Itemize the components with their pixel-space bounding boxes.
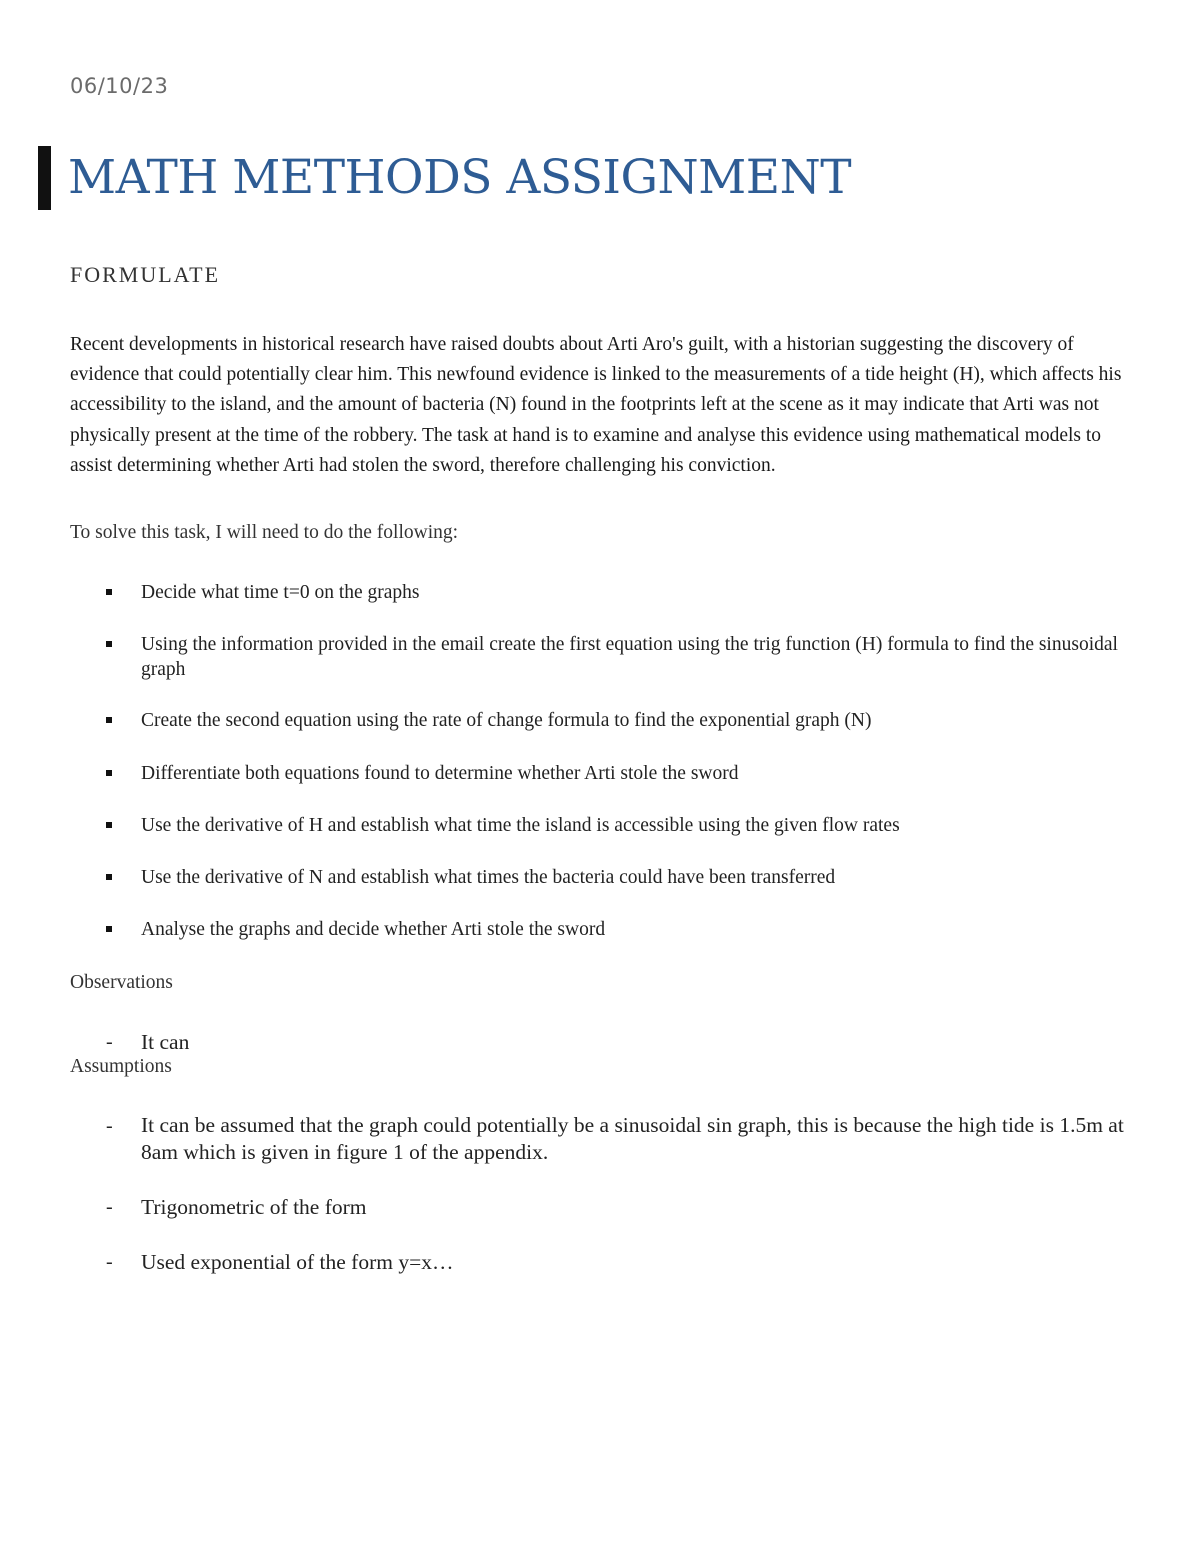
assumptions-label: Assumptions [70,1056,172,1077]
list-item-text: Use the derivative of H and establish what time the island is accessible using the given flow rates [141,815,900,836]
list-item-text: Decide what time t=0 on the graphs [141,582,420,603]
assumption-item: Trigonometric of the form [141,1195,367,1219]
section-heading-formulate: FORMULATE [70,262,221,287]
observation-item: It can [141,1030,190,1054]
title-accent-bar [38,146,51,210]
square-bullet-icon [106,589,112,595]
dash-bullet-icon: - [106,1115,113,1137]
document-title: MATH METHODS ASSIGNMENT [68,150,852,205]
dash-bullet-icon: - [106,1251,113,1273]
document-date: 06/10/23 [70,74,169,98]
square-bullet-icon [106,717,112,723]
list-item-text: Using the information provided in the email create the first equation using the trig function (H) formula to find the sinusoidal graph [141,634,1118,680]
intro-paragraph: Recent developments in historical research have raised doubts about Arti Aro's guilt, with a historian suggesting the discovery of evidence that could potentially clear him. This newfound evidence is linked to the measurements of a tide height (H), which affects his accessibility to the island, and the amount of bacteria (N) found in the footprints left at the scene as it may indicate that Arti was not physically present at the time of the robbery. The task at hand is to examine and analyse this evidence using mathematical models to assist determining whether Arti had stolen the sword, therefore challenging his conviction. [70,334,1122,476]
square-bullet-icon [106,926,112,932]
assumption-item: Used exponential of the form y=x… [141,1250,454,1274]
square-bullet-icon [106,770,112,776]
square-bullet-icon [106,822,112,828]
observations-label: Observations [70,972,173,993]
dash-bullet-icon: - [106,1196,113,1218]
list-item-text: Analyse the graphs and decide whether Arti stole the sword [141,919,606,940]
square-bullet-icon [106,641,112,647]
dash-bullet-icon: - [106,1031,113,1053]
list-item-text: Differentiate both equations found to determine whether Arti stole the sword [141,763,739,784]
assumption-item: It can be assumed that the graph could potentially be a sinusoidal sin graph, this is because the high tide is 1.5m at 8am which is given in figure 1 of the appendix. [141,1113,1124,1164]
square-bullet-icon [106,874,112,880]
task-intro-text: To solve this task, I will need to do the following: [70,522,459,543]
list-item-text: Create the second equation using the rate of change formula to find the exponential graph (N) [141,710,872,731]
list-item-text: Use the derivative of N and establish what times the bacteria could have been transferred [141,867,836,888]
